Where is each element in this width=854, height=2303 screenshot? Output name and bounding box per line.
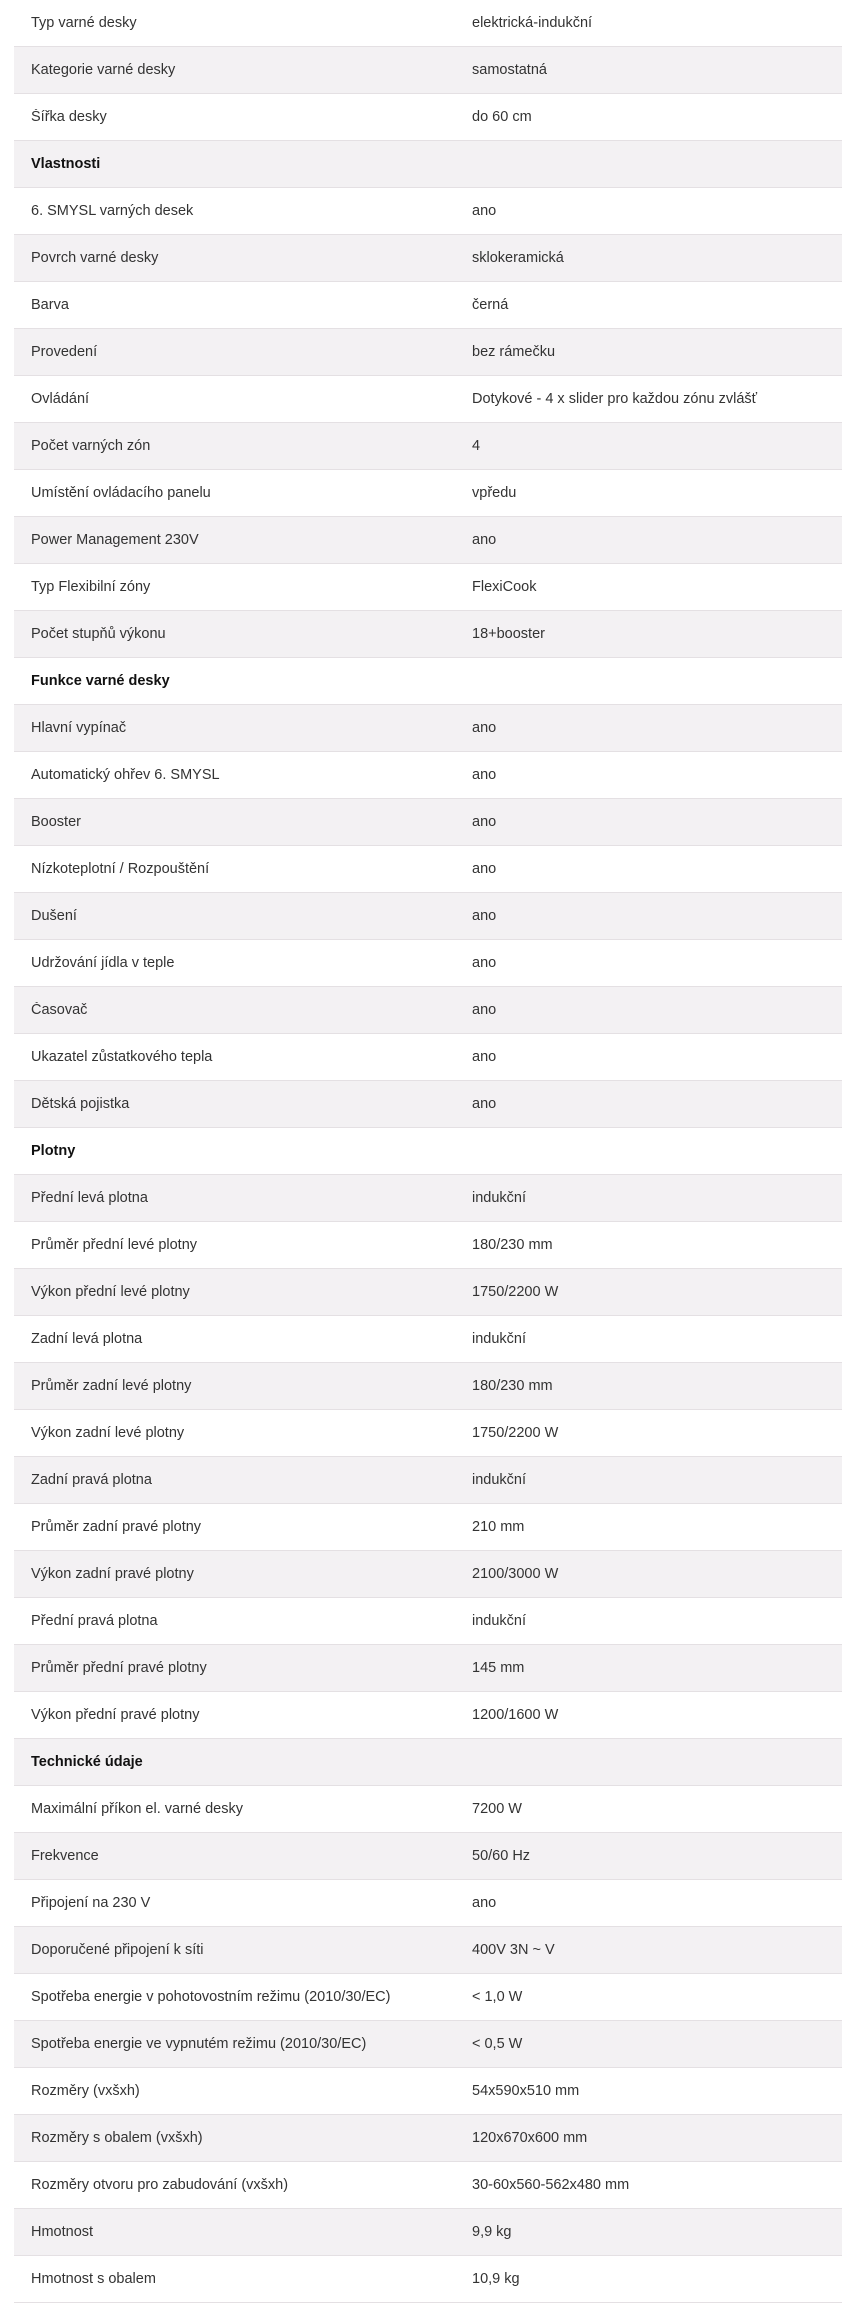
spec-label: Průměr přední levé plotny	[31, 1237, 198, 1253]
spec-row	[14, 893, 842, 940]
spec-label: 6. SMYSL varných desek	[31, 203, 194, 219]
spec-label: Hmotnost s obalem	[31, 2271, 156, 2287]
spec-label: Ukazatel zůstatkového tepla	[31, 1049, 213, 1065]
spec-value: samostatná	[472, 62, 547, 78]
spec-row	[14, 517, 842, 564]
spec-row	[14, 470, 842, 517]
spec-row	[14, 2256, 842, 2303]
spec-row	[14, 752, 842, 799]
spec-row	[14, 1457, 842, 1504]
spec-value: indukční	[472, 1613, 527, 1629]
spec-value: černá	[472, 297, 509, 313]
spec-label: Automatický ohřev 6. SMYSL	[31, 767, 220, 783]
spec-value: indukční	[472, 1331, 527, 1347]
spec-row	[14, 1363, 842, 1410]
spec-row	[14, 2209, 842, 2256]
spec-row	[14, 564, 842, 611]
spec-value: vpředu	[472, 485, 517, 501]
spec-row	[14, 2162, 842, 2209]
spec-row	[14, 1645, 842, 1692]
spec-label: Booster	[31, 814, 81, 830]
section-title: Funkce varné desky	[31, 673, 170, 689]
spec-label: Průměr zadní levé plotny	[31, 1378, 192, 1394]
spec-value: sklokeramická	[472, 250, 564, 266]
spec-row	[14, 1786, 842, 1833]
spec-value: ano	[472, 1049, 497, 1065]
spec-row	[14, 1927, 842, 1974]
spec-value: 18+booster	[472, 626, 545, 642]
spec-label: Umístění ovládacího panelu	[31, 485, 211, 501]
spec-row	[14, 1222, 842, 1269]
spec-row	[14, 0, 842, 47]
spec-label: Hlavní vypínač	[31, 720, 127, 736]
spec-label: Časovač	[31, 1002, 88, 1018]
spec-row	[14, 94, 842, 141]
spec-row	[14, 1833, 842, 1880]
spec-row	[14, 1410, 842, 1457]
spec-value: indukční	[472, 1472, 527, 1488]
spec-label: Kategorie varné desky	[31, 62, 176, 78]
spec-row	[14, 940, 842, 987]
spec-row	[14, 376, 842, 423]
spec-value: 10,9 kg	[472, 2271, 520, 2287]
spec-label: Barva	[31, 297, 69, 313]
spec-label: Hmotnost	[31, 2224, 94, 2240]
spec-label: Dušení	[31, 908, 77, 924]
spec-label: Výkon zadní levé plotny	[31, 1425, 185, 1441]
spec-row	[14, 235, 842, 282]
spec-value: elektrická-indukční	[472, 15, 593, 31]
spec-row	[14, 705, 842, 752]
spec-row	[14, 47, 842, 94]
spec-row	[14, 1269, 842, 1316]
spec-row	[14, 1034, 842, 1081]
spec-label: Průměr zadní pravé plotny	[31, 1519, 202, 1535]
spec-label: Typ Flexibilní zóny	[31, 579, 151, 595]
spec-value: 400V 3N ~ V	[472, 1942, 555, 1958]
spec-label: Přední levá plotna	[31, 1190, 148, 1206]
spec-value: 180/230 mm	[472, 1378, 553, 1394]
spec-label: Typ varné desky	[31, 15, 137, 31]
section-header-row	[14, 1128, 842, 1175]
spec-value: indukční	[472, 1190, 527, 1206]
spec-value: < 1,0 W	[472, 1989, 523, 2005]
spec-value: 7200 W	[472, 1801, 522, 1817]
spec-value: 9,9 kg	[472, 2224, 512, 2240]
section-header-row	[14, 1739, 842, 1786]
spec-value: 120x670x600 mm	[472, 2130, 588, 2146]
spec-label: Rozměry (vxšxh)	[31, 2083, 140, 2099]
spec-label: Maximální příkon el. varné desky	[31, 1801, 243, 1817]
spec-row	[14, 1880, 842, 1927]
spec-label: Šířka desky	[31, 109, 107, 125]
spec-row	[14, 2115, 842, 2162]
spec-value: 54x590x510 mm	[472, 2083, 580, 2099]
spec-value: do 60 cm	[472, 109, 532, 125]
section-title: Plotny	[31, 1143, 76, 1159]
spec-value: ano	[472, 767, 497, 783]
spec-row	[14, 1692, 842, 1739]
spec-row	[14, 2021, 842, 2068]
spec-row	[14, 188, 842, 235]
spec-value: ano	[472, 1895, 497, 1911]
spec-label: Výkon zadní pravé plotny	[31, 1566, 194, 1582]
spec-value: 2100/3000 W	[472, 1566, 559, 1582]
spec-value: ano	[472, 814, 497, 830]
spec-label: Nízkoteplotní / Rozpouštění	[31, 861, 210, 877]
spec-row	[14, 846, 842, 893]
spec-value: Dotykové - 4 x slider pro každou zónu zvlášť	[472, 391, 758, 407]
specification-table	[14, 0, 842, 2303]
spec-label: Rozměry s obalem (vxšxh)	[31, 2130, 203, 2146]
spec-value: 30-60x560-562x480 mm	[472, 2177, 630, 2193]
spec-label: Frekvence	[31, 1848, 99, 1864]
spec-label: Provedení	[31, 344, 98, 360]
spec-value: bez rámečku	[472, 344, 556, 360]
spec-label: Zadní pravá plotna	[31, 1472, 152, 1488]
spec-row	[14, 1504, 842, 1551]
spec-label: Povrch varné desky	[31, 250, 159, 266]
section-title: Technické údaje	[31, 1754, 143, 1770]
spec-label: Počet varných zón	[31, 438, 151, 454]
spec-label: Ovládání	[31, 391, 90, 407]
spec-row	[14, 1551, 842, 1598]
spec-label: Rozměry otvoru pro zabudování (vxšxh)	[31, 2177, 289, 2193]
spec-value: 4	[472, 438, 481, 454]
spec-label: Výkon přední pravé plotny	[31, 1707, 200, 1723]
spec-label: Počet stupňů výkonu	[31, 626, 166, 642]
spec-row	[14, 1974, 842, 2021]
spec-row	[14, 1081, 842, 1128]
spec-row	[14, 282, 842, 329]
spec-label: Doporučené připojení k síti	[31, 1942, 204, 1958]
spec-value: FlexiCook	[472, 579, 537, 595]
spec-value: ano	[472, 861, 497, 877]
spec-row	[14, 987, 842, 1034]
spec-value: 210 mm	[472, 1519, 525, 1535]
spec-value: ano	[472, 908, 497, 924]
spec-row	[14, 1316, 842, 1363]
spec-row	[14, 329, 842, 376]
section-header-row	[14, 141, 842, 188]
spec-label: Udržování jídla v teple	[31, 955, 175, 971]
spec-label: Průměr přední pravé plotny	[31, 1660, 207, 1676]
spec-value: 180/230 mm	[472, 1237, 553, 1253]
spec-value: ano	[472, 203, 497, 219]
spec-label: Dětská pojistka	[31, 1096, 130, 1112]
spec-row	[14, 423, 842, 470]
spec-value: 145 mm	[472, 1660, 525, 1676]
spec-value: 1750/2200 W	[472, 1284, 559, 1300]
spec-label: Spotřeba energie ve vypnutém režimu (2010/30/EC)	[31, 2036, 367, 2052]
spec-row	[14, 1598, 842, 1645]
spec-label: Zadní levá plotna	[31, 1331, 143, 1347]
section-title: Vlastnosti	[31, 156, 101, 172]
spec-value: ano	[472, 1002, 497, 1018]
spec-row	[14, 799, 842, 846]
spec-value: ano	[472, 955, 497, 971]
spec-value: ano	[472, 532, 497, 548]
spec-row	[14, 1175, 842, 1222]
spec-label: Spotřeba energie v pohotovostním režimu (2010/30/EC)	[31, 1989, 391, 2005]
spec-value: ano	[472, 720, 497, 736]
spec-value: ano	[472, 1096, 497, 1112]
spec-label: Přední pravá plotna	[31, 1613, 158, 1629]
spec-value: < 0,5 W	[472, 2036, 523, 2052]
spec-row	[14, 2068, 842, 2115]
spec-row	[14, 611, 842, 658]
spec-value: 1750/2200 W	[472, 1425, 559, 1441]
spec-label: Připojení na 230 V	[31, 1895, 151, 1911]
spec-label: Výkon přední levé plotny	[31, 1284, 190, 1300]
spec-label: Power Management 230V	[31, 532, 199, 548]
spec-value: 50/60 Hz	[472, 1848, 531, 1864]
section-header-row	[14, 658, 842, 705]
spec-value: 1200/1600 W	[472, 1707, 559, 1723]
